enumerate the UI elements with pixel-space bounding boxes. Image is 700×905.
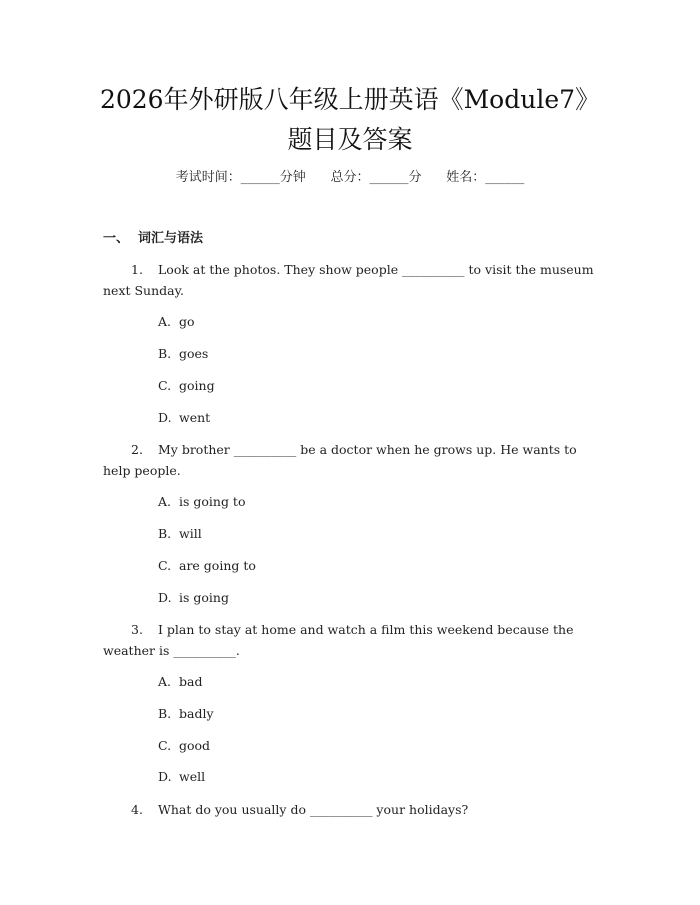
option-3c [158,736,210,756]
option-text: is going to [179,494,246,509]
question-2 [103,439,598,481]
option-1a [158,312,195,332]
option-text: will [179,526,202,541]
option-3d [158,767,205,787]
option-text: go [179,314,195,329]
option-letter: A. [158,314,172,329]
question-1 [103,259,598,301]
question-number: 2. [131,442,143,457]
option-text: goes [179,346,209,361]
option-2c [158,556,256,576]
option-3a [158,672,202,692]
question-4 [103,799,598,820]
option-letter: B. [158,346,172,361]
option-letter: B. [158,526,172,541]
option-1c [158,376,215,396]
option-1b [158,344,208,364]
option-text: are going to [179,558,256,573]
option-text: is going [179,590,229,605]
option-2a [158,492,246,512]
option-text: going [179,378,215,393]
document-title-line1: 2026年外研版八年级上册英语《Module7》 [99,85,601,114]
question-text: Look at the photos. They show people __________ to visit the museum next Sunday. [103,262,594,298]
option-text: well [179,769,206,784]
option-2d [158,588,229,608]
option-2b [158,524,202,544]
question-number: 1. [131,262,143,277]
option-text: bad [179,674,203,689]
option-letter: A. [158,494,172,509]
option-text: went [179,410,211,425]
document-title-line2: 题目及答案 [287,125,413,154]
section-title: 一、 词汇与语法 [103,231,204,246]
option-letter: C. [158,558,172,573]
question-number: 3. [131,622,143,637]
option-1d [158,408,210,428]
option-letter: C. [158,738,172,753]
exam-meta: 考试时间：______分钟 总分：______分 姓名：______ [175,170,525,185]
option-text: good [179,738,211,753]
question-text: What do you usually do __________ your holidays? [158,802,469,817]
option-letter: B. [158,706,172,721]
question-text: I plan to stay at home and watch a film this weekend because the weather is __________. [103,622,574,658]
option-letter: D. [158,590,172,605]
option-letter: D. [158,769,172,784]
question-number: 4. [131,802,143,817]
option-3b [158,704,214,724]
document-title [0,80,700,160]
option-letter: C. [158,378,172,393]
question-text: My brother __________ be a doctor when he grows up. He wants to help people. [103,442,577,478]
option-letter: A. [158,674,172,689]
option-letter: D. [158,410,172,425]
option-text: badly [179,706,214,721]
question-3 [103,619,598,661]
